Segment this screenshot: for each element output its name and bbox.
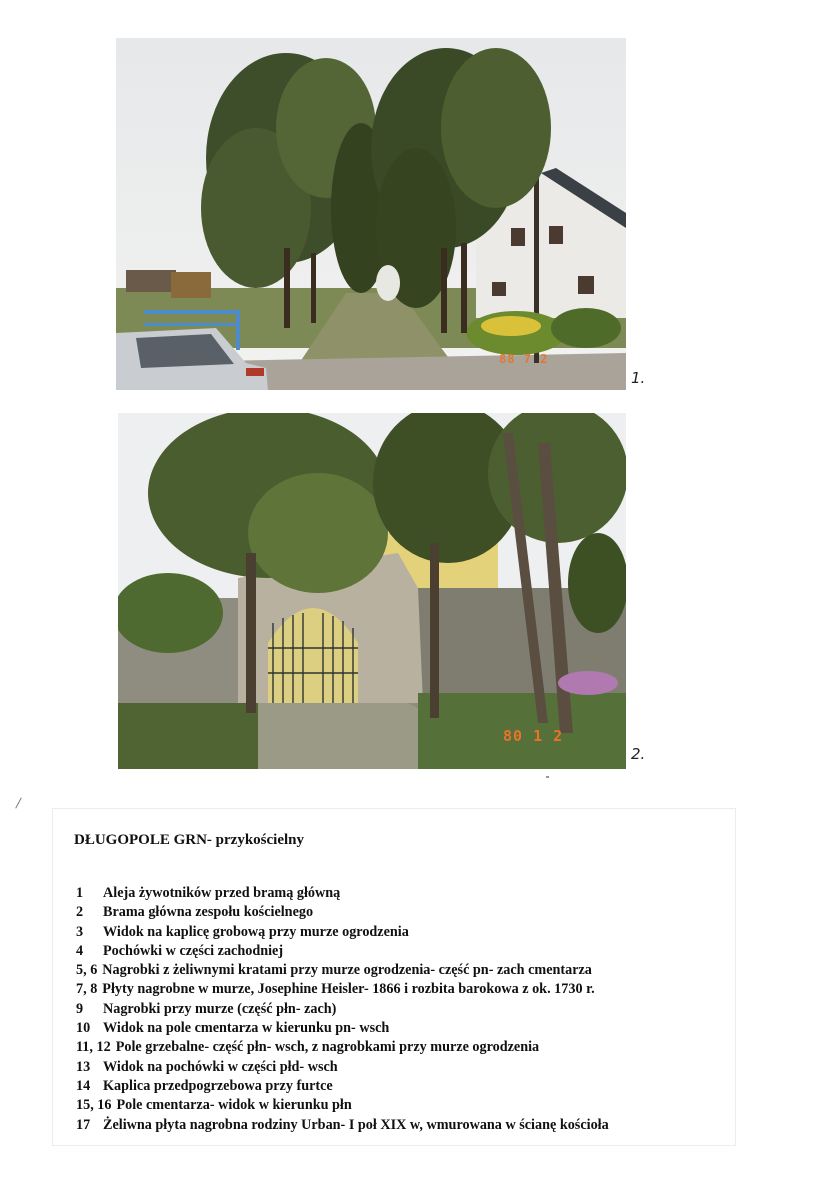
legend-text: Płyty nagrobne w murze, Josephine Heisler- 1866 i rozbita barokowa z ok. 1730 r. [102,981,595,998]
legend-number: 5, 6 [76,962,98,979]
list-item [76,961,736,980]
legend-text: Nagrobki z żeliwnymi kratami przy murze ogrodzenia- część pn- zach cmentarza [102,962,592,979]
list-item [76,1077,736,1096]
legend-text: Nagrobki przy murze (część płn- zach) [103,1000,337,1017]
list-item [76,903,736,922]
legend-number: 15, 16 [76,1097,112,1114]
photo-number-label: 2. [631,745,646,763]
legend-number: 17 [76,1116,91,1133]
photo-church-gate [118,413,626,769]
list-item [76,1000,736,1019]
list-item [76,884,736,903]
list-item [76,1019,736,1038]
legend-number: 14 [76,1077,91,1094]
list-item [76,980,736,999]
legend-number: 9 [76,1000,84,1017]
legend-text: Aleja żywotników przed bramą główną [103,885,341,901]
legend-text: Pochówki w części zachodniej [103,942,284,959]
legend-text: Pole grzebalne- część płn- wsch, z nagrobkami przy murze ogrodzenia [115,1039,540,1056]
legend-number: 4 [76,942,84,959]
photo-legend-list [76,884,736,1135]
list-item [76,1058,736,1077]
list-item [76,923,736,942]
photo-alley-of-trees [116,38,626,390]
legend-text: Widok na pochówki w części płd- wsch [103,1058,338,1075]
legend-text: Widok na kaplicę grobową przy murze ogrodzenia [103,923,409,940]
photo-number-label: 1. [631,369,646,387]
scan-speck [546,776,549,778]
photo-date-stamp: 80 1 2 [503,727,564,745]
photo-date-stamp: 88 7 2 [499,352,549,366]
legend-text: Widok na pole cmentarza w kierunku pn- wsch [103,1020,390,1037]
list-item [76,1038,736,1057]
legend-number: 7, 8 [76,981,98,998]
legend-text: Kaplica przedpogrzebowa przy furtce [103,1077,333,1094]
scan-mark [15,797,22,808]
legend-number: 1 [76,885,84,901]
legend-number: 13 [76,1058,91,1075]
list-item [76,942,736,961]
legend-number: 2 [76,904,84,921]
legend-text: Pole cmentarza- widok w kierunku płn [116,1097,352,1114]
caption-title: DŁUGOPOLE GRN- przykościelny [74,832,305,848]
list-item [76,1096,736,1115]
list-item [76,1116,736,1135]
legend-number: 3 [76,923,84,940]
legend-text: Brama główna zespołu kościelnego [103,904,314,921]
legend-text: Żeliwna płyta nagrobna rodziny Urban- I poł XIX w, wmurowana w ścianę kościoła [103,1116,609,1133]
legend-number: 11, 12 [76,1039,111,1056]
legend-number: 10 [76,1020,91,1037]
